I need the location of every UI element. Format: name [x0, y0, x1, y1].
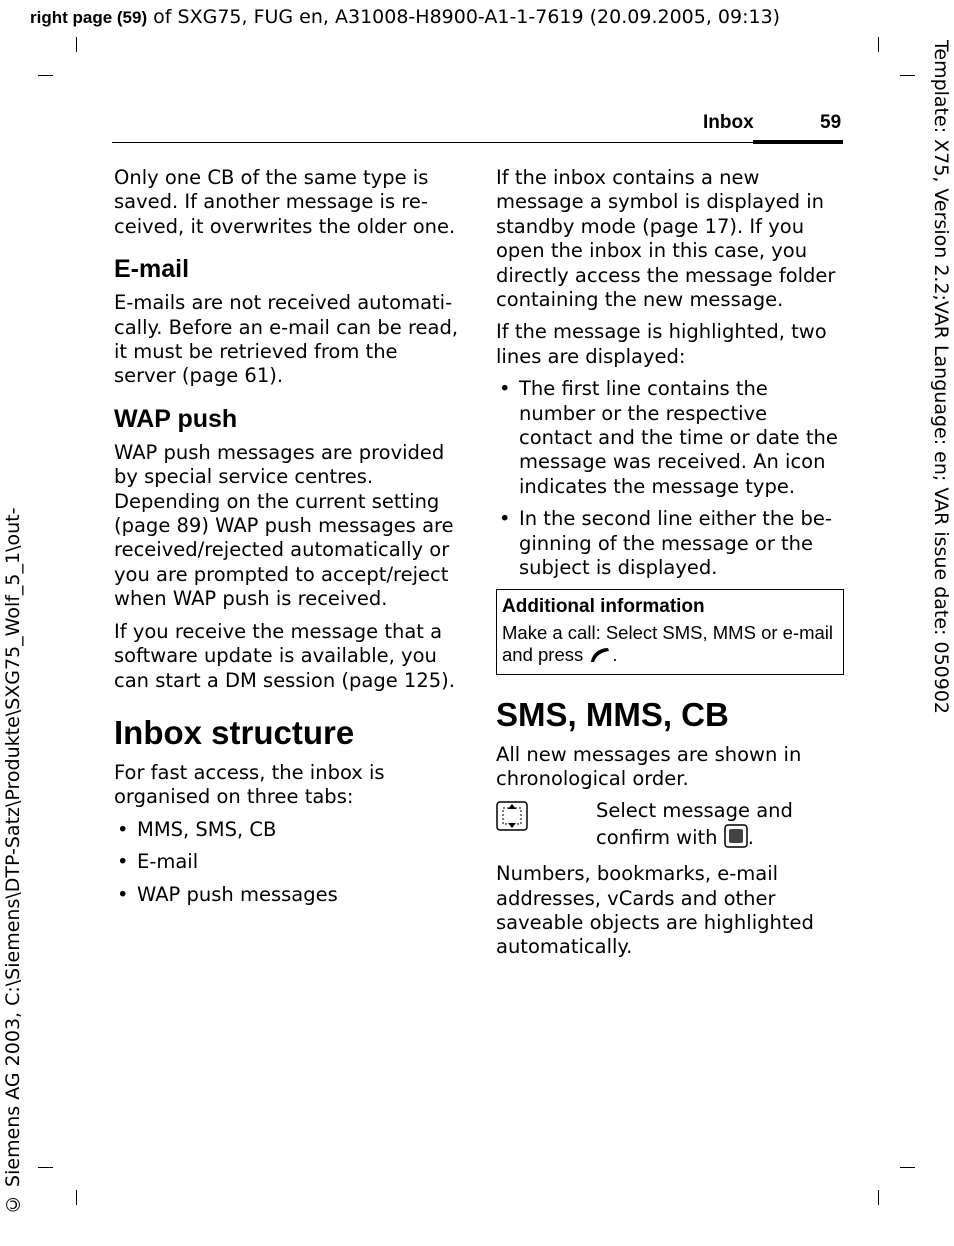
header-page-number: 59: [820, 112, 842, 133]
list-item: • The first line contains the number or the respective contact and the time or date the message was received. An icon indicates the message type.: [496, 377, 844, 499]
crop-mark: [76, 1190, 77, 1205]
wap-push-text: WAP push messages are provided by special service centres. Depending on the current setting (page 89) WAP push messages are received/rejected automatically or you are prompted to accept/reject when WAP push is received.: [114, 440, 454, 611]
list-item: • MMS, SMS, CB: [114, 818, 464, 842]
inbox-tabs-list: [114, 818, 464, 907]
crop-mark: [900, 1167, 915, 1168]
additional-info-box: [496, 589, 844, 675]
select-confirm-end: .: [747, 825, 754, 849]
email-text: E-mails are not received automatically. Before an e-mail can be read, it must be retrieved from the server (page 61).: [114, 291, 459, 388]
print-slug: [30, 6, 780, 28]
additional-info-body: Make a call: Select SMS, MMS or e-mail and press: [502, 621, 834, 665]
software-update-text: If you receive the message that a software update is available, you can start a DM session (page 125).: [114, 619, 455, 692]
list-item: • WAP push messages: [114, 883, 464, 907]
additional-info-title: Additional information: [502, 595, 705, 617]
header-section-title: Inbox: [703, 112, 754, 133]
list-item: • E-mail: [114, 850, 464, 874]
slug-rest: of SXG75, FUG en, A31008-H8900-A1-1-7619 (20.09.2005, 09:13): [147, 6, 781, 28]
email-heading: E-mail: [114, 255, 190, 284]
header-rule: [112, 142, 843, 143]
crop-mark: [76, 37, 77, 52]
right-column: [496, 166, 844, 968]
template-info-vertical: Template: X75, Version 2.2;VAR Language: en; VAR issue date: 050902: [930, 40, 952, 715]
crop-mark: [878, 1190, 879, 1205]
left-column: [114, 166, 464, 915]
crop-mark: [878, 37, 879, 52]
list-item: • In the second line either the beginning of the message or the subject is displayed.: [496, 507, 844, 580]
copyright-path-vertical: © Siemens AG 2003, C:\Siemens\DTP-Satz\Produkte\SXG75_Wolf_5_1\out-: [2, 507, 24, 1215]
additional-info-text: [502, 622, 838, 670]
crop-mark: [38, 1167, 53, 1168]
crop-mark: [38, 75, 53, 76]
highlighted-message-text: If the message is highlighted, two lines are displayed:: [496, 320, 827, 368]
crop-mark: [900, 75, 915, 76]
sms-order-text: All new messages are shown in chronological order.: [496, 742, 802, 790]
inbox-structure-text: For fast access, the inbox is organised on three tabs:: [114, 760, 385, 809]
highlighted-objects-text: Numbers, bookmarks, e-mail addresses, vCards and other saveable objects are highlighted automatically.: [496, 862, 814, 959]
select-confirm-text: [596, 799, 844, 854]
select-confirm-row: [496, 799, 844, 854]
header-rule-accent: [753, 140, 843, 144]
additional-info-end: .: [612, 643, 618, 665]
cb-intro-text: Only one CB of the same type is saved. If another message is received, it overwrites the older one.: [114, 166, 456, 238]
navigation-key-icon: [496, 799, 596, 854]
inbox-structure-heading: Inbox structure: [114, 713, 355, 751]
message-lines-list: [496, 377, 844, 580]
select-confirm-body: Select message and confirm with: [596, 799, 793, 849]
wap-push-heading: WAP push: [114, 404, 238, 433]
new-message-text: If the inbox contains a new message a symbol is displayed in standby mode (page 17). If you open the inbox in this case, you directly access the message folder containing the new message.: [496, 166, 836, 312]
slug-bold: right page (59): [30, 8, 148, 27]
call-key-icon: [588, 645, 612, 670]
sms-mms-cb-heading: SMS, MMS, CB: [496, 695, 729, 733]
center-key-icon: [724, 824, 748, 854]
